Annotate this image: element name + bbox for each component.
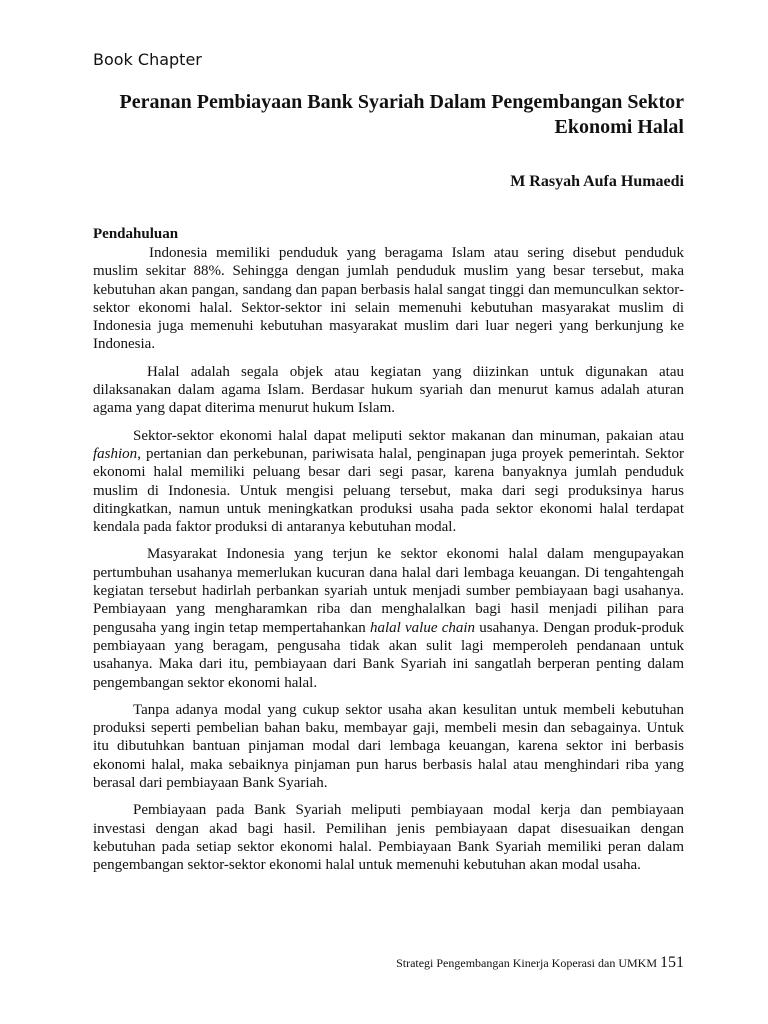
paragraph-5: Tanpa adanya modal yang cukup sektor usaha akan kesulitan untuk membeli kebutuhan produksi seperti pembelian bahan baku, membayar gaji, membeli mesin dan sebagainya. Untuk itu dibutuhkan bantuan pinjaman modal dari lembaga keuangan, karena sektor ini berbasis ekonomi halal, maka sebaiknya pinjaman pun harus berbasis halal atau menghindari riba yang berasal dari pembiayaan Bank Syariah. <box>93 701 684 792</box>
footer-book-title: Strategi Pengembangan Kinerja Koperasi dan UMKM <box>396 956 657 970</box>
paragraph-3-text-after: , pertanian dan perkebunan, pariwisata halal, penginapan juga proyek pemerintah. Sektor ekonomi halal memiliki peluang besar dari segi pasar, karena banyaknya jumlah penduduk muslim di Indonesia. Untuk mengisi peluang tersebut, maka dari segi produksinya harus ditingkatkan, namun untuk meningkatkan produksi usaha pada sektor ekonomi halal terdapat kendala pada faktor produksi di antaranya kebutuhan modal. <box>93 445 684 536</box>
paragraph-3 <box>93 427 684 537</box>
paragraph-4-text-before: Masyarakat Indonesia yang terjun ke sektor ekonomi halal dalam mengupayakan pertumbuhan usahanya memerlukan kucuran dana halal dari lembaga keuangan. Di tengahtengah kegiatan tersebut hadirlah perbankan syariah untuk menjadi sumber pembiayaan bagi usahanya. Pembiayaan yang mengharamkan riba dan menghalalkan bagi hasil menjadi pilihan para pengusaha yang ingin tetap mempertahankan <box>93 546 684 636</box>
author-name: M Rasyah Aufa Humaedi <box>510 173 684 190</box>
paragraph-4-italic-term: halal value chain <box>369 619 476 636</box>
page-number: 151 <box>660 954 684 971</box>
paragraph-6: Pembiayaan pada Bank Syariah meliputi pembiayaan modal kerja dan pembiayaan investasi dengan akad bagi hasil. Pemilihan jenis pembiayaan dapat disesuaikan dengan kebutuhan pada setiap sektor ekonomi halal. Pembiayaan Bank Syariah memiliki peran dalam pengembangan sektor-sektor ekonomi halal untuk memenuhi kebutuhan akan modal usaha. <box>93 802 684 874</box>
chapter-title: Peranan Pembiayaan Bank Syariah Dalam Pengembangan Sektor Ekonomi Halal <box>119 91 684 138</box>
paragraph-4 <box>93 545 684 691</box>
paragraph-4-text-after: usahanya. Dengan produk-produk pembiayaan yang beragam, pengusaha tidak akan sulit lagi memperoleh pendanaan untuk usahanya. Maka dari itu, pembiayaan dari Bank Syariah ini sangatlah berperan penting dalam pengembangan sektor ekonomi halal. <box>93 619 684 691</box>
paragraph-2: Halal adalah segala objek atau kegiatan yang diizinkan untuk digunakan atau dilaksanakan dalam agama Islam. Berdasar hukum syariah dan menurut kamus adalah aturan agama yang dapat diterima menurut hukum Islam. <box>93 363 684 417</box>
chapter-type-label: Book Chapter <box>93 50 202 69</box>
section-heading: Pendahuluan <box>93 226 179 242</box>
paragraph-3-italic-term: fashion <box>93 445 138 462</box>
page-footer <box>93 953 684 973</box>
paragraph-3-text-before: Sektor-sektor ekonomi halal dapat meliputi sektor makanan dan minuman, pakaian atau <box>133 427 684 444</box>
paragraph-1: Indonesia memiliki penduduk yang beragama Islam atau sering disebut penduduk muslim sekitar 88%. Sehingga dengan jumlah penduduk muslim yang besar tersebut, maka kebutuhan akan pangan, sandang dan papan berbasis halal sangat tinggi dan memunculkan sektor-sektor ekonomi halal. Sektor-sektor ini selain memenuhi kebutuhan masyarakat muslim di Indonesia juga memenuhi kebutuhan masyarakat muslim dari luar negeri yang berkunjung ke Indonesia. <box>93 245 684 353</box>
chapter-body <box>93 224 684 884</box>
